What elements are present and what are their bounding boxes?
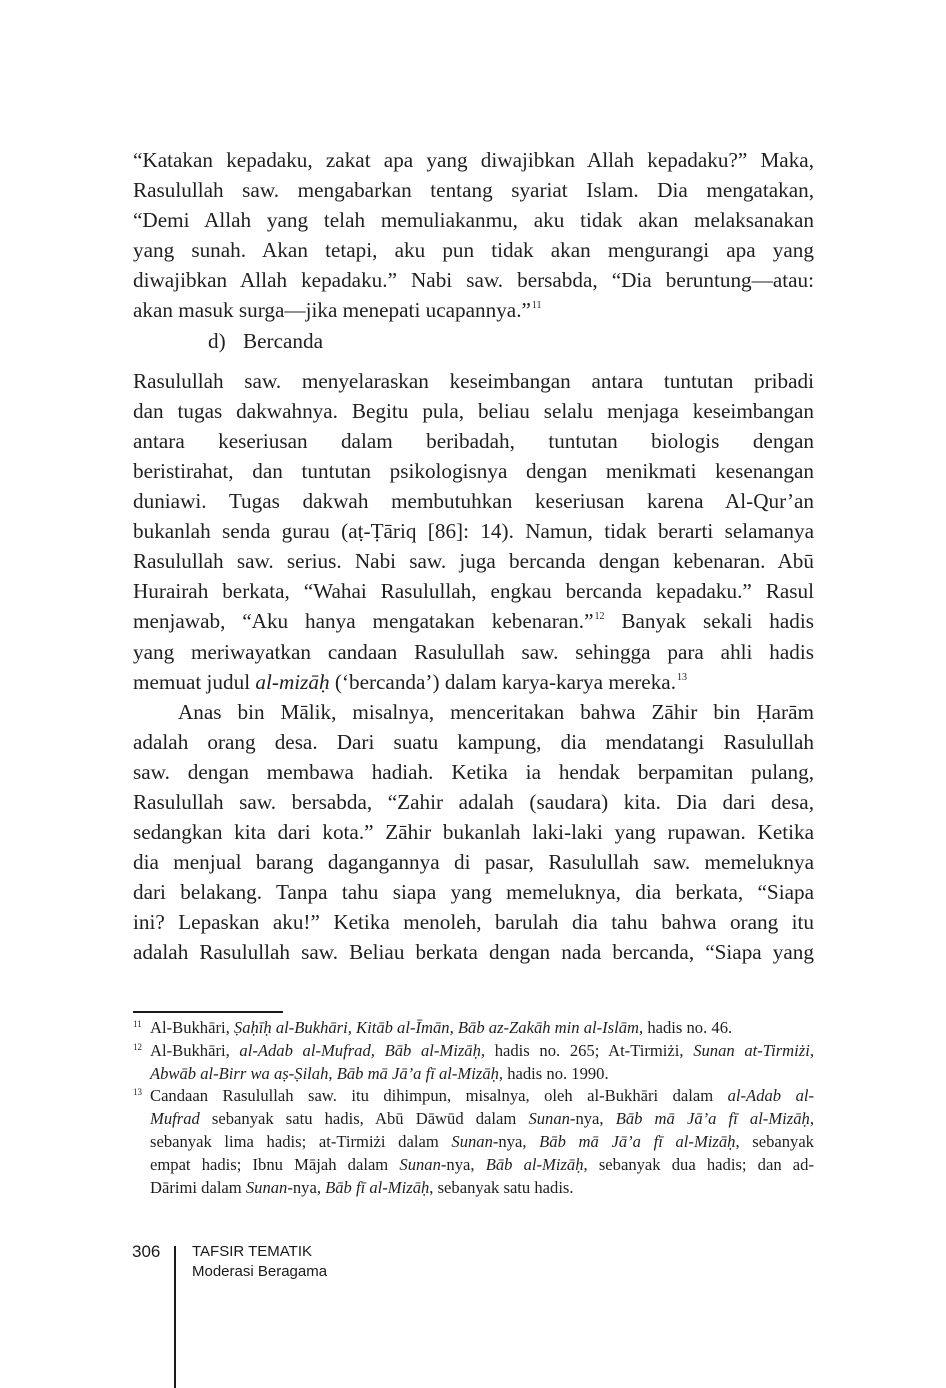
text-line: Anas bin Mālik, misalnya, menceritakan bahwa Zāhir bin Ḥarām <box>178 699 814 724</box>
text-run: menjawab, “Aku hanya mengatakan kebenaran.” <box>133 609 594 634</box>
paragraph-3 <box>133 697 814 968</box>
text-line: dan tugas dakwahnya. Begitu pula, beliau selalu menjaga keseimbangan <box>133 398 814 423</box>
text-run: Banyak sekali hadis <box>604 609 814 634</box>
text-line <box>133 667 814 697</box>
footnote-line <box>150 1131 814 1154</box>
italic-title: al-Adab al-Mufrad, Bāb al-Mizāḥ, <box>239 1040 486 1060</box>
text-line: Rasulullah saw. mengabarkan tentang syariat Islam. Dia mengatakan, <box>133 178 814 203</box>
italic-term: al-mizāḥ <box>255 669 330 694</box>
text-line: saw. dengan membawa hadiah. Ketika ia hendak berpamitan pulang, <box>133 759 814 784</box>
text-run: memuat judul <box>133 669 256 694</box>
text-run: -nya, <box>440 1154 486 1174</box>
text-run: , sebanyak satu hadis. <box>429 1177 574 1197</box>
text-run: (‘bercanda’) dalam karya-karya mereka. <box>329 669 676 694</box>
text-line: Rasulullah saw. bersabda, “Zahir adalah (saudara) kita. Dia dari desa, <box>133 789 814 814</box>
footnote-number: 13 <box>133 1087 142 1098</box>
text-run: Al-Bukhāri, <box>150 1018 234 1037</box>
italic-title: Sunan at-Tirmiżi, <box>693 1040 814 1060</box>
footnote-ref-11[interactable]: 11 <box>531 300 542 312</box>
page-number: 306 <box>132 1242 161 1261</box>
footnotes <box>133 1017 814 1199</box>
footnote-line <box>150 1085 814 1108</box>
text-run: , <box>809 1109 814 1129</box>
text-run: , hadis no. 46. <box>639 1018 733 1037</box>
text-line: Rasulullah saw. menyelaraskan keseimbangan antara tuntutan pribadi <box>133 368 814 393</box>
text-run: -nya, <box>287 1177 326 1197</box>
text-run: , sebanyak dua hadis; dan ad- <box>583 1154 814 1174</box>
italic-title: Sunan <box>528 1109 570 1129</box>
paragraph-1 <box>133 145 814 326</box>
text-line: bukanlah senda gurau (aṭ-Ṭāriq [86]: 14). Namun, tidak berarti selamanya <box>133 519 814 544</box>
footnote-ref-13[interactable]: 13 <box>677 671 687 683</box>
text-run: sebanyak satu hadis, Abū Dāwūd dalam <box>199 1109 529 1129</box>
text-run: , sebanyak <box>735 1131 814 1151</box>
footnote-line <box>150 1040 814 1063</box>
text-line: “Katakan kepadaku, zakat apa yang diwajibkan Allah kepadaku?” Maka, <box>133 148 814 172</box>
italic-title: Bāb mā Jā’a fī al-Mizāḥ <box>615 1109 810 1129</box>
text-run: sebanyak lima hadis; at-Tirmiżi dalam <box>150 1131 452 1151</box>
text-line: sedangkan kita dari kota.” Zāhir bukanlah laki-laki yang rupawan. Ketika <box>133 820 814 845</box>
list-item-bercanda <box>133 326 814 356</box>
text-line: duniawi. Tugas dakwah membutuhkan keseriusan karena Al-Qur’an <box>133 489 814 514</box>
footnote-line <box>150 1177 814 1200</box>
footnote-13 <box>133 1085 814 1199</box>
footnote-line <box>150 1108 814 1131</box>
footnote-separator <box>133 1011 283 1013</box>
italic-title: Sunan <box>399 1154 441 1174</box>
text-run: empat hadis; Ibnu Mājah dalam <box>150 1154 400 1174</box>
text-line: yang meriwayatkan candaan Rasulullah saw. sehingga para ahli hadis <box>133 639 814 664</box>
footnote-12 <box>133 1040 814 1086</box>
italic-title: Sunan <box>451 1131 493 1151</box>
text-line: antara keseriusan dalam beribadah, tuntutan biologis dengan <box>133 428 814 453</box>
text-line <box>133 295 814 325</box>
text-line: beristirahat, dan tuntutan psikologisnya dengan menikmati kesenangan <box>133 458 814 483</box>
footnote-number: 12 <box>133 1041 142 1052</box>
footnote-11 <box>133 1017 814 1040</box>
text-line: Hurairah berkata, “Wahai Rasulullah, engkau bercanda kepadaku.” Rasul <box>133 579 814 604</box>
text-line: yang sunah. Akan tetapi, aku pun tidak akan mengurangi apa yang <box>133 238 814 263</box>
list-item-label: Bercanda <box>243 328 323 353</box>
footnote-line <box>150 1154 814 1177</box>
text-run: -nya, <box>569 1109 616 1129</box>
text-line: adalah Rasulullah saw. Beliau berkata dengan nada bercanda, “Siapa yang <box>133 940 814 965</box>
text-line: ini? Lepaskan aku!” Ketika menoleh, barulah dia tahu bahwa orang itu <box>133 910 814 935</box>
footnote-line <box>150 1063 814 1086</box>
text-run: hadis no. 1990. <box>503 1063 609 1083</box>
text-run: akan masuk surga—jika menepati ucapannya.” <box>133 298 531 323</box>
main-text <box>133 145 814 968</box>
italic-title: Sunan <box>245 1177 288 1197</box>
text-run: Al-Bukhāri, <box>150 1040 240 1060</box>
text-line: “Demi Allah yang telah memuliakanmu, aku tidak akan melaksanakan <box>133 208 814 233</box>
footnote-line <box>150 1017 814 1040</box>
text-line: adalah orang desa. Dari suatu kampung, dia mendatangi Rasulullah <box>133 729 814 754</box>
italic-title: Bāb al-Mizāḥ <box>485 1154 584 1174</box>
folio-divider <box>174 1246 176 1388</box>
text-run: Candaan Rasulullah saw. itu dihimpun, misalnya, oleh al-Bukhāri dalam <box>150 1086 728 1106</box>
list-marker: d) <box>208 328 226 353</box>
running-head <box>192 1242 327 1282</box>
text-run: -nya, <box>492 1131 540 1151</box>
text-run: Dārimi dalam <box>150 1177 246 1197</box>
paragraph-2 <box>133 366 814 697</box>
italic-title: Ṣaḥīḥ al-Bukhāri, Kitāb al-Īmān, Bāb az-Zakāh min al-Islām <box>233 1018 640 1037</box>
text-line: Rasulullah saw. serius. Nabi saw. juga bercanda dengan kebenaran. Abū <box>133 549 814 574</box>
text-line <box>133 606 814 636</box>
italic-title: Bāb mā Jā’a fī al-Mizāḥ <box>539 1131 736 1151</box>
italic-title: Mufrad <box>150 1109 200 1129</box>
text-line: dia menjual barang dagangannya di pasar, Rasulullah saw. memeluknya <box>133 850 814 875</box>
italic-title: Abwāb al-Birr wa aṣ-Ṣilah, Bāb mā Jā’a fī al-Mizāḥ, <box>150 1063 504 1083</box>
text-line: dari belakang. Tanpa tahu siapa yang memeluknya, dia berkata, “Siapa <box>133 880 814 905</box>
footnote-number: 11 <box>133 1019 142 1029</box>
text-run: hadis no. 265; At-Tirmiżi, <box>485 1040 694 1060</box>
footnote-ref-12[interactable]: 12 <box>594 611 605 623</box>
book-series-title: TAFSIR TEMATIK <box>192 1243 313 1260</box>
text-line: diwajibkan Allah kepadaku.” Nabi saw. bersabda, “Dia beruntung—atau: <box>133 268 814 293</box>
italic-title: al-Adab al- <box>727 1086 814 1106</box>
italic-title: Bāb fī al-Mizāḥ <box>325 1177 430 1197</box>
book-subtitle: Moderasi Beragama <box>192 1263 328 1280</box>
